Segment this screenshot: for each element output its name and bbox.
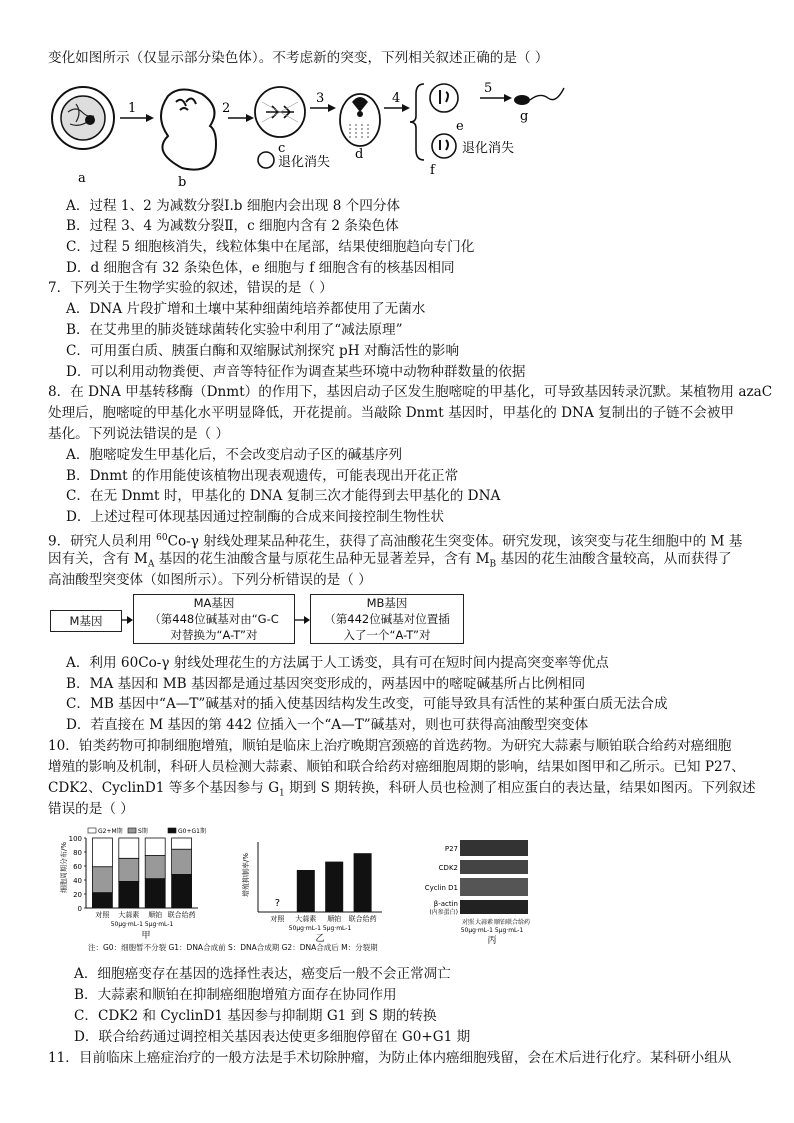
cell-b <box>161 89 216 169</box>
western-blot-bing <box>420 832 530 944</box>
q8-stem-line3: 基化。下列说法错误的是（ ） <box>48 426 230 442</box>
label-c: c <box>278 141 286 156</box>
jia-ytick-label: 40 <box>73 877 82 885</box>
flow-box-mb-gene: MB基因 （第442位碱基对位置插 入了一个“A-T”对 <box>310 594 464 644</box>
cell-d <box>340 94 380 146</box>
q6-option-a: A．过程 1、2 为减数分裂Ⅰ.b 细胞内会出现 8 个四分体 <box>66 198 401 214</box>
blot-cat-3: 联合给药 <box>505 919 530 926</box>
yi-category-label: 对照 <box>270 915 285 923</box>
q8-option-d: D．上述过程可体现基因通过控制酶的合成来间接控制生物性状 <box>66 509 444 525</box>
vanish-text-1: 退化消失 <box>278 155 331 170</box>
flow-arrow-2 <box>294 612 310 628</box>
q10-figure-note: 注：G0：细胞暂不分裂 G1：DNA合成前 S：DNA合成期 G2：DNA合成后 M：分裂期 <box>88 943 378 952</box>
blot-dose: 50μg·mL-1 5μg·mL-1 <box>460 927 524 934</box>
yi-bar <box>297 870 315 912</box>
blot-row-reference: (内参蛋白) <box>429 909 458 916</box>
polar-body-1 <box>258 152 274 168</box>
blot-cat-2: 顺铂 <box>493 919 507 926</box>
step-1: 1 <box>128 101 137 116</box>
step-4: 4 <box>392 91 401 106</box>
jia-caption: 甲 <box>141 931 151 941</box>
cell-f <box>432 134 456 158</box>
jia-bar-segment <box>92 867 112 893</box>
jia-ytick-label: 0 <box>77 905 82 913</box>
jia-bar-segment <box>145 856 165 879</box>
blot-band-actin <box>460 900 528 914</box>
q10-stem-line3: CDK2、CyclinD1 等多个基因参与 $G_1$ 期到 S 期转换，科研人员也检测了相应蛋白的表达量，结果如图丙。下列叙述 <box>48 780 756 799</box>
q7-option-b: B．在艾弗里的肺炎链球菌转化实验中利用了“减法原理” <box>66 322 403 338</box>
cell-g <box>514 88 564 105</box>
q9-option-d: D．若直接在 M 基因的第 442 位插入一个“A—T”碱基对，则也可获得高油酸型突变体 <box>66 717 589 733</box>
q7-option-a: A．DNA 片段扩增和土壤中某种细菌纯培养都使用了无菌水 <box>66 301 426 317</box>
jia-ytick-label: 60 <box>73 863 82 871</box>
q6-option-b: B．过程 3、4 为减数分裂Ⅱ，c 细胞内含有 2 条染色体 <box>66 218 399 234</box>
jia-bar-segment <box>119 858 139 881</box>
yi-bar <box>354 853 372 912</box>
jia-ytick-label: 20 <box>73 891 82 899</box>
blot-band-cdk2 <box>460 860 528 874</box>
jia-category-label: 联合给药 <box>167 911 196 919</box>
blot-row-actin: β-actin <box>433 900 458 908</box>
q10-option-b: B．大蒜素和顺铂在抑制癌细胞增殖方面存在协同作用 <box>74 987 397 1003</box>
q6-stem: 变化如图所示（仅显示部分染色体）。不考虑新的突变，下列相关叙述正确的是（ ） <box>48 50 549 66</box>
q10-stem-line4: 错误的是（ ） <box>48 801 134 817</box>
q9-stem-line3: 高油酸型突变体（如图所示）。下列分析错误的是（ ） <box>48 572 372 588</box>
label-a: a <box>78 171 86 186</box>
jia-legend-swatch <box>168 828 176 833</box>
jia-bar-segment <box>145 879 165 908</box>
label-f: f <box>430 163 435 178</box>
q9-stem-line1: 9．研究人员利用 $^{60}$Co-γ 射线处理某品种花生，获得了高油酸花生突变体。研究发现，该突变与花生细胞中的 M 基 <box>48 533 743 550</box>
vanish-text-2: 退化消失 <box>462 141 515 156</box>
q11-stem: 11．目前临床上癌症治疗的一般方法是手术切除肿瘤，为防止体内癌细胞残留，会在术后进行化疗。某科研小组从 <box>48 1050 732 1066</box>
flow-arrow-1 <box>121 612 133 628</box>
jia-ytick-label: 100 <box>68 835 82 843</box>
q10-option-d: D．联合给药通过调控相关基因表达使更多细胞停留在 G0+G1 期 <box>74 1029 471 1045</box>
yi-dose-label: 50μg·mL-1 5μg·mL-1 <box>288 925 352 932</box>
blot-cat-0: 对照 <box>461 919 475 926</box>
blot-band-p27 <box>460 840 528 856</box>
q9-option-b: B．MA 基因和 MB 基因都是通过基因突变形成的，两基因中的嘧啶碱基所占比例相同 <box>66 676 586 692</box>
cell-c <box>255 87 305 137</box>
yi-bar <box>325 862 343 912</box>
jia-bar-segment <box>119 838 139 858</box>
jia-bar-segment <box>172 838 192 849</box>
jia-ytick-label: 80 <box>73 849 82 857</box>
jia-legend-label: G0+G1期 <box>178 828 206 835</box>
jia-legend-swatch <box>128 828 136 833</box>
jia-ylabel: 细胞周期分布/% <box>60 841 68 893</box>
chart-yi <box>236 836 392 944</box>
q8-option-c: C．在无 Dnmt 时，甲基化的 DNA 复制三次才能得到去甲基化的 DNA <box>66 488 501 504</box>
blot-row-cyclind1: Cyclin D1 <box>424 884 458 892</box>
label-e: e <box>456 119 464 134</box>
q8-stem-line2: 处理后，胞嘧啶的甲基化水平明显降低，开花提前。当敲除 Dnmt 基因时，甲基化的 DNA 复制出的子链不会被甲 <box>48 405 735 421</box>
jia-bar-segment <box>92 838 112 867</box>
yi-category-label: 联合给药 <box>348 915 377 923</box>
jia-bar-segment <box>92 893 112 908</box>
q10-stem-line2: 增殖的影响及机制，科研人员检测大蒜素、顺铂和联合给药对癌细胞周期的影响，结果如图甲和乙所示。已知 P27、 <box>48 759 745 775</box>
label-d: d <box>355 147 364 162</box>
yi-caption: 乙 <box>315 934 325 944</box>
flow-box-m-gene: M基因 <box>50 610 122 632</box>
blot-row-cdk2: CDK2 <box>438 864 458 872</box>
q9-option-c: C．MB 基因中“A—T”碱基对的插入使基因结构发生改变，可能导致具有活性的某种蛋白质无法合成 <box>66 696 668 712</box>
jia-legend-label: S期 <box>138 828 148 835</box>
q7-stem: 7．下列关于生物学实验的叙述，错误的是（ ） <box>48 280 333 296</box>
cell-a <box>52 87 114 149</box>
q8-stem-line1: 8．在 DNA 甲基转移酶（Dnmt）的作用下，基因启动子区发生胞嘧啶的甲基化，可导致基因转录沉默。某植物用 azaC <box>48 384 773 400</box>
jia-legend-label: G2+M期 <box>98 828 123 835</box>
q10-stem-line1: 10．铂类药物可抑制细胞增殖，顺铂是临床上治疗晚期宫颈癌的首选药物。为研究大蒜素与顺铂联合给药对癌细胞 <box>48 738 732 754</box>
blot-band-cyclind1 <box>460 878 528 896</box>
jia-bar-segment <box>172 849 192 874</box>
q6-option-c: C．过程 5 细胞核消失，线粒体集中在尾部，结果使细胞趋向专门化 <box>66 239 475 255</box>
jia-bar-segment <box>119 881 139 908</box>
q9-stem-line2: 因有关，含有 $M_A$ 基因的花生油酸含量与原花生品种无显著差异，含有 $M_B$ 基因的花生油酸含量较高，从而获得了 <box>48 551 732 570</box>
label-g: g <box>520 109 529 124</box>
jia-category-label: 顺铂 <box>148 911 163 919</box>
q9-option-a: A．利用 60Co-γ 射线处理花生的方法属于人工诱变，具有可在短时间内提高突变率等优点 <box>66 655 609 671</box>
q8-option-b: B．Dnmt 的作用能使该植物出现表观遗传，可能表现出开花正常 <box>66 468 459 484</box>
step-3: 3 <box>316 91 325 106</box>
yi-unknown-mark: ? <box>274 898 281 909</box>
q7-option-c: C．可用蛋白质、胰蛋白酶和双缩脲试剂探究 pH 对酶活性的影响 <box>66 343 460 359</box>
q6-option-d: D．d 细胞含有 32 条染色体，e 细胞与 f 细胞含有的核基因相同 <box>66 260 455 276</box>
blot-row-p27: P27 <box>444 845 458 853</box>
q10-option-a: A．细胞癌变存在基因的选择性表达，癌变后一般不会正常凋亡 <box>74 966 451 982</box>
q7-option-d: D．可以利用动物粪便、声音等特征作为调查某些环境中动物种群数量的依据 <box>66 364 526 380</box>
yi-category-label: 大蒜素 <box>295 915 317 923</box>
jia-category-label: 对照 <box>95 911 110 919</box>
step-5: 5 <box>484 81 493 96</box>
flow-box-ma-gene: MA基因 （第448位碱基对由“G-C 对替换为“A-T”对 <box>133 594 295 644</box>
label-b: b <box>178 175 187 190</box>
step-2: 2 <box>222 101 231 116</box>
jia-bar-segment <box>145 838 165 856</box>
cell-e <box>430 84 458 112</box>
jia-category-label: 大蒜素 <box>118 911 140 919</box>
jia-legend-swatch <box>88 828 96 833</box>
blot-cat-1: 大蒜素 <box>474 919 494 926</box>
blot-caption: 丙 <box>487 936 497 944</box>
q6-meiosis-figure <box>48 74 568 190</box>
jia-dose-label: 50μg·mL-1 5μg·mL-1 <box>110 921 174 928</box>
yi-category-label: 顺铂 <box>327 915 342 923</box>
jia-bar-segment <box>172 874 192 908</box>
chart-jia <box>56 826 232 942</box>
q8-option-a: A．胞嘧啶发生甲基化后，不会改变启动子区的碱基序列 <box>66 447 403 463</box>
q10-option-c: C．CDK2 和 CyclinD1 基因参与抑制期 G1 到 S 期的转换 <box>74 1008 437 1024</box>
yi-ylabel: 增殖抑制率/% <box>242 852 250 897</box>
